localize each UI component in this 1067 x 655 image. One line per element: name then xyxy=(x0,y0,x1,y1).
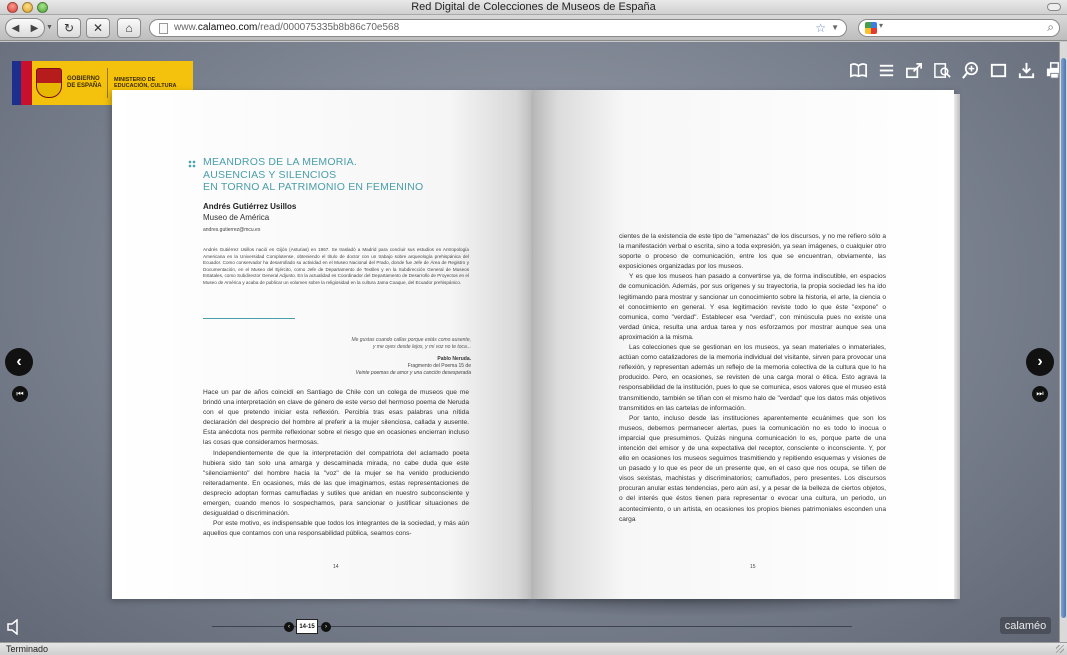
url-dropdown-icon[interactable]: ▼ xyxy=(831,23,839,32)
window-title: Red Digital de Colecciones de Museos de España xyxy=(411,1,656,13)
section-divider xyxy=(203,318,295,319)
chevron-left-icon: ‹ xyxy=(16,353,22,370)
epigraph-source-line: Fragmento del Poema 15 de xyxy=(407,363,471,369)
body-text-right xyxy=(619,232,886,525)
url-path: /read/000075335b8b86c70e568 xyxy=(257,22,400,33)
toolbar-toggle-button[interactable] xyxy=(1047,3,1061,11)
bookmark-star-icon[interactable]: ☆ xyxy=(815,21,826,35)
page-left[interactable] xyxy=(112,90,533,599)
book-view-icon[interactable] xyxy=(848,60,868,80)
page-icon xyxy=(159,23,168,34)
download-icon[interactable] xyxy=(1016,60,1036,80)
slider-prev-button[interactable] xyxy=(284,622,294,632)
last-page-button[interactable] xyxy=(1032,386,1048,402)
search-engine-dropdown-icon[interactable]: ▾ xyxy=(879,21,884,30)
home-icon: ⌂ xyxy=(125,21,133,35)
back-icon[interactable]: ◀ xyxy=(11,22,20,34)
epigraph-source-line: Veinte poemas de amor y una canción desesperada xyxy=(355,369,471,376)
epigraph-source xyxy=(251,363,471,376)
author-email: andres.gutierrez@mcu.es xyxy=(203,227,261,233)
google-icon[interactable] xyxy=(865,22,877,34)
browser-toolbar xyxy=(0,15,1067,41)
logo-divider xyxy=(107,68,108,98)
chevron-left-icon: ‹ xyxy=(288,624,290,630)
stop-icon: ✕ xyxy=(92,21,104,35)
search-icon[interactable]: ⌕ xyxy=(1047,20,1054,34)
search-document-icon[interactable] xyxy=(932,60,952,80)
fullscreen-icon[interactable] xyxy=(988,60,1008,80)
epigraph-author: Pablo Neruda. xyxy=(437,356,471,362)
epigraph-line: y me oyes desde lejos, y mi voz no te toca... xyxy=(372,344,471,350)
logo-ministerio-text: MINISTERIO DE EDUCACIÓN, CULTURA xyxy=(114,76,177,89)
url-domain: calameo.com xyxy=(197,22,258,33)
slider-next-button[interactable] xyxy=(321,622,331,632)
viewer-toolbar xyxy=(848,60,1059,80)
next-page-button[interactable] xyxy=(1026,348,1054,376)
first-page-button[interactable] xyxy=(12,386,28,402)
paragraph: Hace un par de años coincidí en Santiago de Chile con un colega de museos que me brindó una interpretación en clave de género de este verso del hermoso poema de Neruda con el que pretendo iniciar esta reflexión. Percibía tras esas palabras una nítida declaración del desprecio del hombre al preferir a la mujer silenciosa, callada y ausente. Esta anécdota nos permite reflexionar sobre el riesgo que en ocasiones encierran incluso las cosas que consideramos hermosas. xyxy=(203,389,469,447)
status-bar xyxy=(0,642,1067,655)
status-text: Terminado xyxy=(6,644,49,654)
open-book xyxy=(112,90,954,599)
calameo-logo[interactable]: calaméo xyxy=(1000,617,1051,634)
page-number-right: 15 xyxy=(750,564,756,570)
forward-icon[interactable]: ▶ xyxy=(30,22,39,34)
resize-grip[interactable] xyxy=(1056,645,1064,653)
paragraph: Independientemente de que la interpretación del compatriota del aclamado poeta hubiera sido tan solo una amarga y descaminada mirada, no cabe duda que este "silenciamiento" del hombre hacia la "voz" de la mujer se ha venido produciendo reiteradamente. En ocasiones, más de las que imaginamos, estas representaciones de desprecio adoptan formas camufladas y sutiles que anidan en nuestro subconsciente y emergen, cuando menos lo sospechamos, para sancionar o justificar situaciones de desigualdad o discriminación. xyxy=(203,449,469,518)
article-title-line: MEANDROS DE LA MEMORIA. xyxy=(203,156,357,168)
search-input[interactable] xyxy=(858,19,1060,37)
sound-toggle-button[interactable] xyxy=(6,619,24,635)
paragraph: Y es que los museos han pasado a convertirse ya, de forma indiscutible, en espacios de comunicación. Además, por sus orígenes y su trayectoria, la propia sociedad les ha ido legitimando para mostrar y sancionar un conocimiento sobre la historia, el arte, la ciencia o el conocimiento en general. Y esa legitimación reviste todo lo que éste "expone" o comunica, como "verdad". Establecer esa "verdad", con minúscula pues no existe una verdad única, resulta una ardua tarea y nos esforzamos por mostrar aunque sea una aproximación a la misma. xyxy=(619,273,886,341)
stop-button[interactable] xyxy=(86,18,110,38)
page-indicator[interactable]: 14-15 xyxy=(296,619,318,634)
scrollbar-thumb[interactable] xyxy=(1061,58,1066,618)
document-viewer xyxy=(0,42,1059,642)
epigraph-quote xyxy=(251,337,471,351)
page-number-left: 14 xyxy=(333,564,339,570)
paragraph: Por tanto, incluso desde las instituciones aparentemente ecuánimes que son los museos, debemos permanecer alertas, pues la comunicación no es todo lo inocua o imparcial que presumimos. Quizás ninguna comunicación lo es, porque parte de una intención del emisor y de una expectativa del receptor, consciente o inconsciente. Y, por ello en ocasiones los museos seguimos trasmitiendo y repitiendo esquemas y visiones de un pasado y lo que es peor de un presente que, en el caso que nos ocupa, se tiñen de visos sexistas, machistas y discriminatorios; camuflados, pero presentes. Los discursos procuran anular estas tendencias, pero aún así, y a pesar de la belleza de ciertos objetos, o del interés que éstos tienen para representar o evocar una cultura, un periodo, un acontecimiento, o un artista, en ocasiones los propios bienes patrimoniales esconden una carga xyxy=(619,414,886,523)
logo-gobierno-text: GOBIERNO DE ESPAÑA xyxy=(67,76,102,89)
paragraph: Por este motivo, es indispensable que todos los integrantes de la sociedad, y más aún aquellos que contamos con una responsabilidad pública, seamos cons- xyxy=(203,520,469,538)
window-titlebar xyxy=(0,0,1067,15)
last-page-icon: ⏭ xyxy=(1036,389,1044,398)
body-text-left xyxy=(203,388,469,539)
article-author: Andrés Gutiérrez Usillos xyxy=(203,202,297,211)
page-right[interactable] xyxy=(533,90,954,599)
paragraph: Las colecciones que se gestionan en los museos, ya sean materiales o inmateriales, actúan como catalizadores de la memoria individual del visitante, sirven para provocar una reflexión, y representan además un reflejo de la memoria colectiva de la cultura que lo ha producido. Pero, en ocasiones, se revisten de una carga moral o ética. Esto agrava la responsabilidad de la institución, pues lo que se comunica, esos valores que el museo está transmitiendo, también se tiñan con el mismo halo de "verdad" que los datos más objetivos transmitidos en las cartelas de información. xyxy=(619,344,886,412)
table-of-contents-icon[interactable] xyxy=(876,60,896,80)
article-title-line: EN TORNO AL PATRIMONIO EN FEMENINO xyxy=(203,181,424,193)
flag-graphic xyxy=(12,61,32,105)
coat-of-arms-icon xyxy=(36,68,62,98)
reload-icon: ↻ xyxy=(63,21,75,35)
article-bullet-icon xyxy=(188,160,196,168)
history-dropdown-icon[interactable]: ▼ xyxy=(46,24,53,31)
article-affiliation: Museo de América xyxy=(203,213,270,222)
speaker-icon xyxy=(6,619,24,635)
address-bar[interactable] xyxy=(149,19,847,37)
print-icon[interactable] xyxy=(1044,60,1059,80)
first-page-icon: ⏮ xyxy=(16,389,24,398)
back-forward-buttons[interactable] xyxy=(5,18,45,38)
chevron-right-icon: › xyxy=(325,624,327,630)
author-bio: Andrés Gutiérrez Usillos nació en Gijón (Asturias) en 1967. Se trasladó a Madrid para concluir sus estudios en Antropología Americana en la Universidad Complutense, obteniendo el título de doctor con un trabajo sobre arqueología prehispánica del Ecuador. Como conservador ha desarrollado su actividad en el Museo Nacional del Prado, donde fue Jefe de Área de Registro y Documentación, en el Museo del Ejército, como Jefe de Departamento de Textiles y en la Subdirección General de Museos Estatales, como Subdirector General Adjunto. En la actualidad es Coordinador del Departamento de Desarrollo de Proyectos en el Museo de América y acaba de publicar un volumen sobre la religiosidad en la cultura Jama Coaque, del Ecuador prehispánico. xyxy=(203,247,469,285)
article-title-line: AUSENCIAS Y SILENCIOS xyxy=(203,168,337,181)
previous-page-button[interactable] xyxy=(5,348,33,376)
home-button[interactable] xyxy=(117,18,141,38)
article-title xyxy=(203,156,503,194)
vertical-scrollbar[interactable] xyxy=(1059,42,1067,642)
paragraph: cientes de la existencia de este tipo de "amenazas" de los discursos, y no me refiero sólo a la manifestación verbal o escrita, sino a toda expresión, ya sean imágenes, o cualquier otro soporte o proceso de comunicación, entre los que se encuentran, obviamente, las exposiciones organizadas por los museos. xyxy=(619,233,886,271)
share-icon[interactable] xyxy=(904,60,924,80)
reload-button[interactable] xyxy=(57,18,81,38)
chevron-right-icon: › xyxy=(1037,353,1043,370)
url-prefix: www. xyxy=(174,22,198,33)
zoom-in-icon[interactable] xyxy=(960,60,980,80)
epigraph-line: Me gustas cuando callas porque estás como ausente, xyxy=(351,337,471,343)
